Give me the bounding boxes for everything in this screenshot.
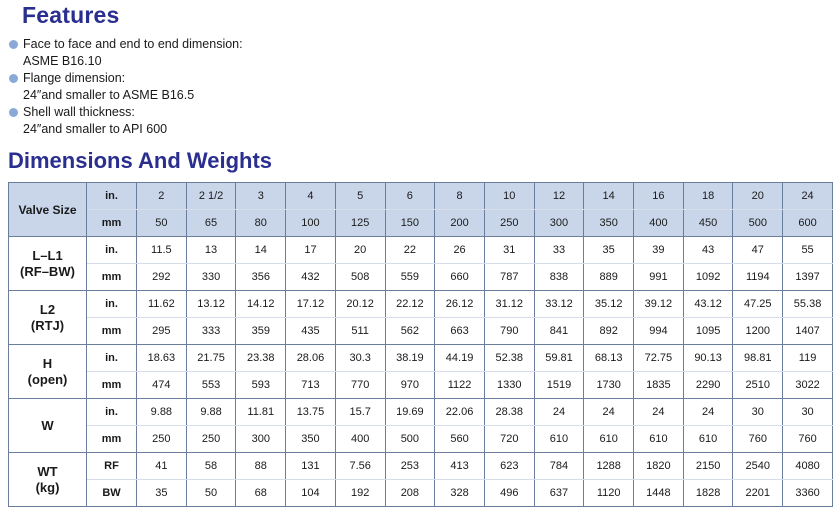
row-label [9,237,87,291]
value-cell: 660 [435,264,485,291]
value-cell: 496 [484,480,534,507]
size-row-mm [9,210,833,237]
size-in-cell: 20 [733,183,783,210]
valve-size-label: Valve Size [9,183,87,237]
value-cell: 1730 [584,372,634,399]
unit-label: in. [87,345,137,372]
value-cell: 435 [286,318,336,345]
unit-label: RF [87,453,137,480]
value-cell: 38.19 [385,345,435,372]
value-cell: 52.38 [484,345,534,372]
value-cell: 1200 [733,318,783,345]
value-cell: 9.88 [186,399,236,426]
row-label [9,399,87,453]
value-cell: 19.69 [385,399,435,426]
features-heading: Features [22,2,120,28]
bullet-icon [9,74,18,83]
value-cell: 43 [683,237,733,264]
value-cell: 72.75 [634,345,684,372]
value-cell: 33 [534,237,584,264]
size-in-cell: 24 [783,183,833,210]
row-label-main: H [42,355,53,371]
value-cell: 28.06 [286,345,336,372]
value-cell: 970 [385,372,435,399]
value-cell: 90.13 [683,345,733,372]
size-in-cell: 2 1/2 [186,183,236,210]
unit-label: mm [87,372,137,399]
value-cell: 1095 [683,318,733,345]
value-cell: 770 [335,372,385,399]
value-cell: 50 [186,480,236,507]
value-cell: 292 [137,264,187,291]
value-cell: 559 [385,264,435,291]
value-cell: 28.38 [484,399,534,426]
table-row [9,237,833,264]
dimensions-table [8,182,833,507]
size-mm-cell: 150 [385,210,435,237]
size-in-cell: 6 [385,183,435,210]
value-cell: 593 [236,372,286,399]
value-cell: 119 [783,345,833,372]
value-cell: 637 [534,480,584,507]
value-cell: 20 [335,237,385,264]
value-cell: 24 [683,399,733,426]
value-cell: 1448 [634,480,684,507]
value-cell: 2290 [683,372,733,399]
value-cell: 713 [286,372,336,399]
value-cell: 994 [634,318,684,345]
value-cell: 841 [534,318,584,345]
row-label-sub: (open) [27,371,68,387]
value-cell: 14 [236,237,286,264]
value-cell: 474 [137,372,187,399]
table-row [9,318,833,345]
value-cell: 59.81 [534,345,584,372]
value-cell: 432 [286,264,336,291]
value-cell: 1120 [584,480,634,507]
value-cell: 192 [335,480,385,507]
value-cell: 253 [385,453,435,480]
value-cell: 300 [236,426,286,453]
size-mm-cell: 250 [484,210,534,237]
size-in-cell: 2 [137,183,187,210]
size-mm-cell: 65 [186,210,236,237]
value-cell: 26.12 [435,291,485,318]
value-cell: 1330 [484,372,534,399]
size-in-cell: 5 [335,183,385,210]
unit-label: mm [87,210,137,237]
value-cell: 98.81 [733,345,783,372]
value-cell: 295 [137,318,187,345]
value-cell: 1828 [683,480,733,507]
value-cell: 47 [733,237,783,264]
value-cell: 88 [236,453,286,480]
feature-detail: ASME B16.10 [23,54,102,68]
table-row [9,264,833,291]
row-label-sub: (RF–BW) [20,263,75,279]
value-cell: 4080 [783,453,833,480]
feature-detail: 24″and smaller to ASME B16.5 [23,88,195,102]
value-cell: 55.38 [783,291,833,318]
value-cell: 26 [435,237,485,264]
value-cell: 208 [385,480,435,507]
value-cell: 55 [783,237,833,264]
size-in-cell: 12 [534,183,584,210]
bullet-icon [9,40,18,49]
table-row [9,291,833,318]
value-cell: 250 [137,426,187,453]
value-cell: 333 [186,318,236,345]
value-cell: 328 [435,480,485,507]
unit-label: BW [87,480,137,507]
unit-label: in. [87,237,137,264]
row-label-main: WT [37,463,58,479]
feature-line: Face to face and end to end dimension: [23,37,243,51]
value-cell: 30.3 [335,345,385,372]
table-row [9,480,833,507]
value-cell: 610 [534,426,584,453]
size-in-cell: 3 [236,183,286,210]
table-row [9,345,833,372]
feature-item [8,36,243,70]
table-row [9,372,833,399]
value-cell: 13.75 [286,399,336,426]
row-label-main: L2 [39,301,56,317]
value-cell: 511 [335,318,385,345]
value-cell: 11.62 [137,291,187,318]
size-mm-cell: 80 [236,210,286,237]
value-cell: 610 [634,426,684,453]
size-in-cell: 4 [286,183,336,210]
value-cell: 23.38 [236,345,286,372]
size-mm-cell: 400 [634,210,684,237]
value-cell: 760 [733,426,783,453]
value-cell: 35 [137,480,187,507]
table-row [9,453,833,480]
value-cell: 892 [584,318,634,345]
value-cell: 39 [634,237,684,264]
value-cell: 31 [484,237,534,264]
value-cell: 104 [286,480,336,507]
value-cell: 560 [435,426,485,453]
value-cell: 11.5 [137,237,187,264]
dimensions-heading: Dimensions And Weights [8,148,273,173]
value-cell: 33.12 [534,291,584,318]
bullet-icon [9,108,18,117]
value-cell: 508 [335,264,385,291]
value-cell: 17.12 [286,291,336,318]
table-row [9,426,833,453]
feature-item [8,104,243,138]
row-label [9,291,87,345]
value-cell: 720 [484,426,534,453]
value-cell: 889 [584,264,634,291]
value-cell: 1288 [584,453,634,480]
size-mm-cell: 450 [683,210,733,237]
value-cell: 9.88 [137,399,187,426]
unit-label: in. [87,183,137,210]
row-label-main: W [41,417,54,433]
value-cell: 22 [385,237,435,264]
value-cell: 43.12 [683,291,733,318]
value-cell: 838 [534,264,584,291]
value-cell: 24 [534,399,584,426]
value-cell: 991 [634,264,684,291]
feature-detail: 24″and smaller to API 600 [23,122,168,136]
value-cell: 31.12 [484,291,534,318]
value-cell: 47.25 [733,291,783,318]
value-cell: 784 [534,453,584,480]
value-cell: 13 [186,237,236,264]
value-cell: 1820 [634,453,684,480]
row-label [9,345,87,399]
value-cell: 3022 [783,372,833,399]
size-in-cell: 14 [584,183,634,210]
feature-line: Shell wall thickness: [23,105,135,119]
value-cell: 623 [484,453,534,480]
value-cell: 400 [335,426,385,453]
value-cell: 30 [783,399,833,426]
size-mm-cell: 500 [733,210,783,237]
value-cell: 20.12 [335,291,385,318]
value-cell: 24 [634,399,684,426]
size-mm-cell: 125 [335,210,385,237]
value-cell: 11.81 [236,399,286,426]
value-cell: 41 [137,453,187,480]
size-row-in [9,183,833,210]
value-cell: 1835 [634,372,684,399]
value-cell: 356 [236,264,286,291]
value-cell: 413 [435,453,485,480]
size-in-cell: 10 [484,183,534,210]
value-cell: 131 [286,453,336,480]
value-cell: 22.06 [435,399,485,426]
value-cell: 610 [683,426,733,453]
unit-label: mm [87,264,137,291]
value-cell: 1397 [783,264,833,291]
size-mm-cell: 100 [286,210,336,237]
features-list [8,36,243,138]
value-cell: 760 [783,426,833,453]
value-cell: 18.63 [137,345,187,372]
size-in-cell: 8 [435,183,485,210]
value-cell: 500 [385,426,435,453]
size-mm-cell: 50 [137,210,187,237]
feature-item [8,70,243,104]
value-cell: 15.7 [335,399,385,426]
value-cell: 1194 [733,264,783,291]
value-cell: 35 [584,237,634,264]
row-label [9,453,87,507]
value-cell: 7.56 [335,453,385,480]
value-cell: 330 [186,264,236,291]
value-cell: 39.12 [634,291,684,318]
value-cell: 22.12 [385,291,435,318]
unit-label: mm [87,426,137,453]
unit-label: mm [87,318,137,345]
value-cell: 35.12 [584,291,634,318]
value-cell: 553 [186,372,236,399]
row-label-sub: (kg) [35,479,60,495]
size-in-cell: 16 [634,183,684,210]
value-cell: 44.19 [435,345,485,372]
value-cell: 2201 [733,480,783,507]
size-mm-cell: 300 [534,210,584,237]
value-cell: 1092 [683,264,733,291]
size-mm-cell: 200 [435,210,485,237]
value-cell: 610 [584,426,634,453]
value-cell: 17 [286,237,336,264]
unit-label: in. [87,291,137,318]
value-cell: 1122 [435,372,485,399]
value-cell: 562 [385,318,435,345]
value-cell: 790 [484,318,534,345]
value-cell: 13.12 [186,291,236,318]
value-cell: 1519 [534,372,584,399]
value-cell: 68.13 [584,345,634,372]
value-cell: 3360 [783,480,833,507]
value-cell: 350 [286,426,336,453]
value-cell: 68 [236,480,286,507]
value-cell: 787 [484,264,534,291]
value-cell: 21.75 [186,345,236,372]
size-in-cell: 18 [683,183,733,210]
feature-line: Flange dimension: [23,71,126,85]
size-mm-cell: 600 [783,210,833,237]
unit-label: in. [87,399,137,426]
value-cell: 58 [186,453,236,480]
value-cell: 30 [733,399,783,426]
table-row [9,399,833,426]
value-cell: 14.12 [236,291,286,318]
size-mm-cell: 350 [584,210,634,237]
value-cell: 663 [435,318,485,345]
value-cell: 2150 [683,453,733,480]
value-cell: 250 [186,426,236,453]
value-cell: 2510 [733,372,783,399]
row-label-main: L–L1 [32,247,63,263]
value-cell: 2540 [733,453,783,480]
value-cell: 359 [236,318,286,345]
value-cell: 1407 [783,318,833,345]
value-cell: 24 [584,399,634,426]
row-label-sub: (RTJ) [30,317,65,333]
